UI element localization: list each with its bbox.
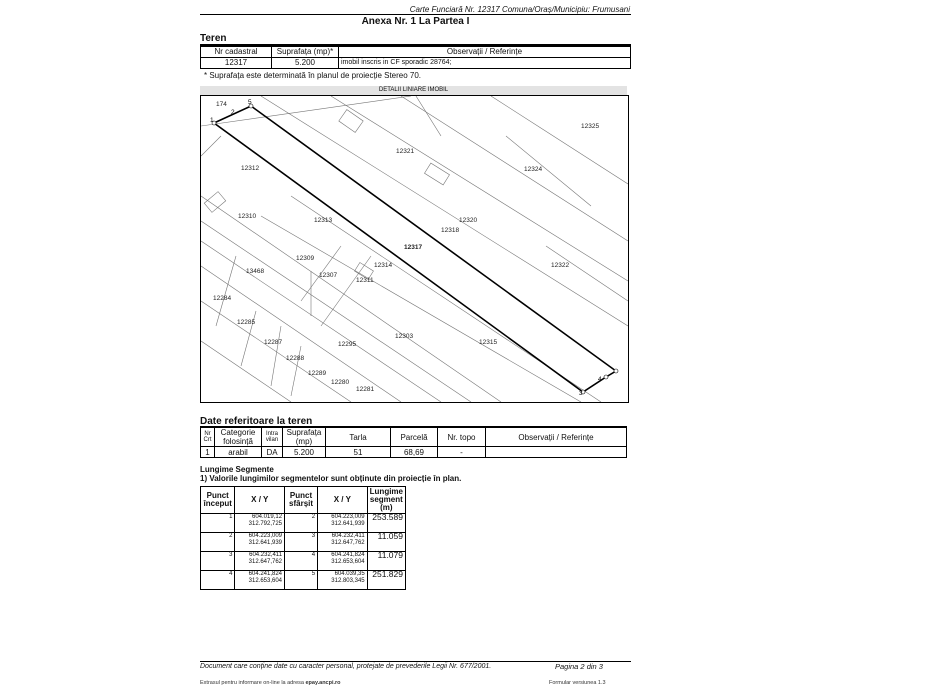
cell: 1 xyxy=(201,447,215,458)
parcel-label: 12284 xyxy=(213,295,232,302)
parcel-label: 12289 xyxy=(308,370,327,377)
table-row xyxy=(201,571,406,590)
vertex-label: 1 xyxy=(210,117,214,124)
parcel-label: 12318 xyxy=(441,227,460,234)
carte-funciara-header: Carte Funciară Nr. 12317 Comuna/Oraș/Municipiu: Frumusani xyxy=(409,5,630,14)
cell: DA xyxy=(262,447,283,458)
table-row xyxy=(201,552,406,571)
header-cell: Punct sfârșit xyxy=(285,487,318,514)
parcel-label: 12311 xyxy=(356,277,374,284)
parcel-label: 12314 xyxy=(374,262,393,269)
lungime-subtitle: 1) Valorile lungimilor segmentelor sunt obținute din proiecție în plan. xyxy=(200,474,462,483)
parcel-label: 12320 xyxy=(459,217,478,224)
form-version: Formular versiunea 1.3 xyxy=(549,680,606,686)
vertex-label: 4 xyxy=(598,376,602,383)
coord-y: 312.641,939 xyxy=(331,520,365,527)
parcel-label: 174 xyxy=(216,101,227,108)
coord-x: 604.241,824 xyxy=(248,571,283,577)
start-coords xyxy=(235,533,285,552)
parcel-label: 12287 xyxy=(264,339,283,346)
parcel-label: 12324 xyxy=(524,166,543,173)
parcel-label: 12312 xyxy=(241,165,260,172)
footer-disclaimer: Document care conține date cu caracter personal, protejate de prevederile Legii Nr. 677/2001. xyxy=(200,663,492,670)
map-title: DETALII LINIARE IMOBIL xyxy=(200,86,627,95)
header-cell: Nr. topo xyxy=(438,428,486,447)
coord-x: 604.232,411 xyxy=(249,552,283,558)
coord-x: 604.241,824 xyxy=(331,552,365,558)
cell: 68,69 xyxy=(391,447,438,458)
vertex-label: 2 xyxy=(231,109,235,116)
surface-value: 5.200 xyxy=(272,58,339,69)
teren-table xyxy=(200,46,631,69)
observations: imobil inscris in CF sporadic 28764; xyxy=(339,58,631,69)
parcel-label: 12303 xyxy=(395,333,414,340)
lungime-heading xyxy=(200,465,461,483)
header-rule xyxy=(200,14,631,15)
cell: 51 xyxy=(326,447,391,458)
header-cell: Punct început xyxy=(201,487,235,514)
vertex-label: 3 xyxy=(579,390,583,397)
header-cell: Suprafața (mp) xyxy=(283,428,326,447)
annex-title: Anexa Nr. 1 La Partea I xyxy=(361,16,470,27)
coord-y: 312.792,725 xyxy=(248,520,283,527)
parcel-label: 12325 xyxy=(581,123,600,130)
start-point: 2 xyxy=(201,533,235,552)
coord-y: 312.653,604 xyxy=(248,577,283,584)
start-point: 3 xyxy=(201,552,235,571)
end-coords xyxy=(318,514,368,533)
parcel-label: 12315 xyxy=(479,339,498,346)
header-cell: X / Y xyxy=(235,487,285,514)
coord-x: 604.223,009 xyxy=(331,514,365,520)
map-drawing xyxy=(201,96,628,402)
teren-details-table xyxy=(200,427,627,458)
extras-link[interactable]: epay.ancpi.ro xyxy=(305,680,341,686)
coord-y: 312.647,762 xyxy=(331,539,365,546)
table-row xyxy=(201,514,406,533)
parcel-label: 12321 xyxy=(396,148,415,155)
parcel-label: 12281 xyxy=(356,386,375,393)
header-cell: Observații / Referințe xyxy=(339,47,631,58)
header-cell: Nr cadastral xyxy=(201,47,272,58)
end-coords xyxy=(318,552,368,571)
parcel-label: 12280 xyxy=(331,379,350,386)
table-header-row xyxy=(201,47,631,58)
segment-length: 251.829 xyxy=(367,571,405,590)
coord-y: 312.653,604 xyxy=(331,558,365,565)
page-number: Pagina 2 din 3 xyxy=(555,662,603,671)
start-coords xyxy=(235,552,285,571)
extras-prefix: Extrasul pentru informare on-line la adresa xyxy=(200,680,306,686)
coord-x: 604.223,009 xyxy=(248,533,283,539)
cadastral-number: 12317 xyxy=(201,58,272,69)
start-coords xyxy=(235,514,285,533)
referitoare-title: Date referitoare la teren xyxy=(200,416,313,427)
coord-y: 312.647,762 xyxy=(248,558,283,565)
segment-length: 11.079 xyxy=(367,552,405,571)
coord-y: 312.803,345 xyxy=(331,577,365,584)
end-point: 4 xyxy=(285,552,318,571)
coord-x: 604.019,12 xyxy=(252,514,283,520)
end-point: 5 xyxy=(285,571,318,590)
start-point: 4 xyxy=(201,571,235,590)
parcel-label: 12288 xyxy=(286,355,305,362)
parcel-label: 12310 xyxy=(238,213,257,220)
cell: - xyxy=(438,447,486,458)
segment-length: 11.059 xyxy=(367,533,405,552)
header-cell: Nr Crt xyxy=(201,428,215,447)
table-header-row xyxy=(201,487,406,514)
cell xyxy=(486,447,627,458)
surface-note: * Suprafața este determinată în planul de proiecție Stereo 70. xyxy=(204,71,422,80)
parcel-label: 12307 xyxy=(319,272,338,279)
header-cell: Parcelă xyxy=(391,428,438,447)
table-row xyxy=(201,58,631,69)
end-coords xyxy=(318,571,368,590)
table-header-row xyxy=(201,428,627,447)
cell: 5.200 xyxy=(283,447,326,458)
header-cell: Categorie folosință xyxy=(215,428,262,447)
header-cell: Lungime segment (m) xyxy=(367,487,405,514)
start-point: 1 xyxy=(201,514,235,533)
coord-x: 604.039,35 xyxy=(334,571,365,577)
table-row xyxy=(201,447,627,458)
cell: arabil xyxy=(215,447,262,458)
segments-table xyxy=(200,486,406,590)
parcel-label: 12309 xyxy=(296,255,315,262)
parcel-label: 12295 xyxy=(338,341,357,348)
end-point: 3 xyxy=(285,533,318,552)
parcel-label: 13468 xyxy=(246,268,265,275)
parcel-label: 12285 xyxy=(237,319,256,326)
teren-title: Teren xyxy=(200,33,227,44)
header-cell: Suprafața (mp)* xyxy=(272,47,339,58)
extras-note xyxy=(200,680,341,686)
segment-length: 253.589 xyxy=(367,514,405,533)
header-cell: X / Y xyxy=(318,487,368,514)
header-cell: Tarla xyxy=(326,428,391,447)
parcel-label: 12313 xyxy=(314,217,333,224)
parcel-label: 12322 xyxy=(551,262,570,269)
coord-y: 312.641,939 xyxy=(248,539,283,546)
vertex-label: 5 xyxy=(248,99,252,106)
lungime-title: Lungime Segmente xyxy=(200,465,274,474)
header-cell: Intra vilan xyxy=(262,428,283,447)
cadastral-map xyxy=(200,95,629,403)
end-point: 2 xyxy=(285,514,318,533)
header-cell: Observații / Referințe xyxy=(486,428,627,447)
parcel-labels xyxy=(213,101,599,393)
parcel-label-main: 12317 xyxy=(404,244,423,251)
coord-x: 604.232,411 xyxy=(331,533,365,539)
end-coords xyxy=(318,533,368,552)
table-row xyxy=(201,533,406,552)
start-coords xyxy=(235,571,285,590)
